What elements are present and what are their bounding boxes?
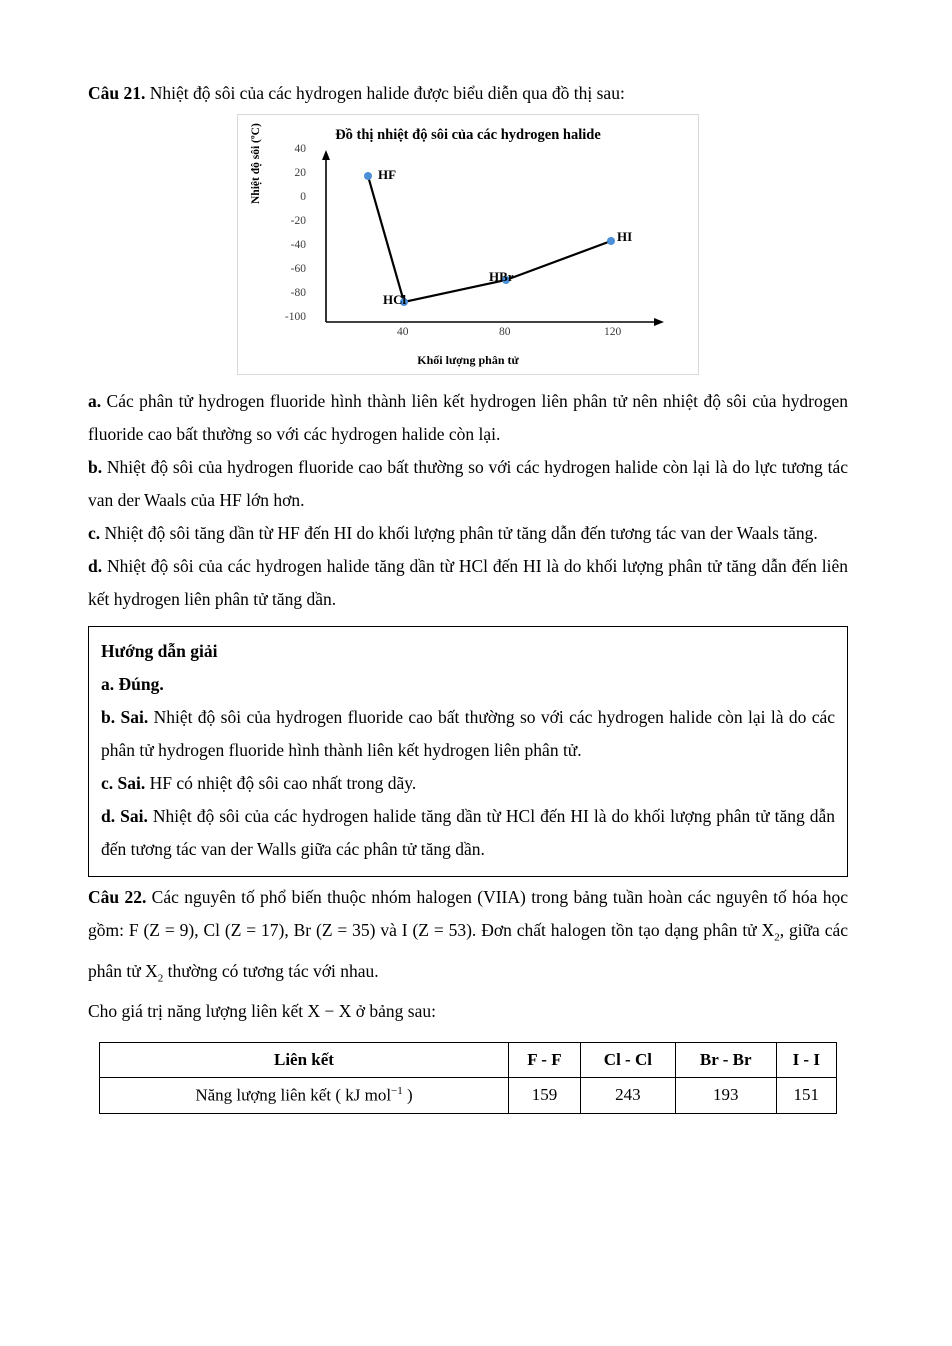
question-22-sub-1: 2 <box>774 931 780 944</box>
option-b-letter: b. <box>88 457 103 477</box>
bond-energy-table <box>99 1042 837 1114</box>
y-tick: 40 <box>294 143 306 155</box>
solution-heading: Hướng dẫn giải <box>101 641 218 661</box>
question-22-text-2: , giữa các phân tử X <box>88 920 849 981</box>
table-header-row <box>100 1043 837 1078</box>
chart-x-axis-label: Khối lượng phân tử <box>417 353 519 367</box>
solution-c-text: HF có nhiệt độ sôi cao nhất trong dãy. <box>145 773 417 793</box>
table-cell: 159 <box>509 1078 581 1114</box>
table-cell: 193 <box>675 1078 776 1114</box>
solution-a-head: a. Đúng. <box>101 674 164 694</box>
table-header-cell: Liên kết <box>100 1043 509 1078</box>
question-22-line-4: Cho giá trị năng lượng liên kết X − X ở bảng sau: <box>88 1001 436 1021</box>
option-b-text: Nhiệt độ sôi của hydrogen fluoride cao bất thường so với các hydrogen halide còn lại là do lực tương tác van der Waals của HF lớn hơn. <box>88 457 848 510</box>
solution-line-b <box>101 701 835 767</box>
solution-b-head: b. Sai. <box>101 707 149 727</box>
solution-line-d <box>101 800 835 866</box>
solution-c-head: c. Sai. <box>101 773 146 793</box>
option-c <box>88 517 848 550</box>
question-21-label: Câu 21. <box>88 83 146 103</box>
point-label-hi: HI <box>617 229 633 244</box>
option-c-text: Nhiệt độ sôi tăng dần từ HF đến HI do khối lượng phân tử tăng dẫn đến tương tác van der Waals tăng. <box>100 523 818 543</box>
option-d-letter: d. <box>88 556 103 576</box>
y-tick: 0 <box>300 191 306 203</box>
solution-line-c <box>101 767 835 800</box>
option-a-text: Các phân tử hydrogen fluoride hình thành liên kết hydrogen liên phân tử nên nhiệt độ sôi của hydrogen fluoride cao bất thường so với các hydrogen halide còn lại. <box>88 391 848 444</box>
x-tick: 40 <box>397 326 409 338</box>
x-tick: 80 <box>499 326 511 338</box>
point-label-hf: HF <box>378 167 397 182</box>
boiling-point-chart <box>237 114 699 375</box>
option-b <box>88 451 848 517</box>
document-page <box>88 78 848 1114</box>
chart-y-axis-label: Nhiệt độ sôi (ºC) <box>250 123 262 204</box>
option-d <box>88 550 848 616</box>
option-a <box>88 385 848 451</box>
question-22-label: Câu 22. <box>88 887 147 907</box>
y-tick: -100 <box>284 311 306 323</box>
point-label-hbr: HBr <box>489 269 514 284</box>
row-label-end: ) <box>402 1085 413 1105</box>
chart-title: Đồ thị nhiệt độ sôi của các hydrogen halide <box>335 127 601 143</box>
table-cell: 243 <box>580 1078 675 1114</box>
y-tick: 20 <box>294 167 306 179</box>
solution-d-head: d. Sai. <box>101 806 148 826</box>
table-header-cell: Br - Br <box>675 1043 776 1078</box>
question-22 <box>88 881 848 995</box>
question-22-text-1: Các nguyên tố phổ biến thuộc nhóm halogen (VIIA) trong bảng tuần hoàn các nguyên tố hóa học gồm: F (Z = 9), Cl (Z = 17), Br (Z = 35) và I (Z = 53). Đơn chất halogen tồn tạo dạng phân tử X <box>88 887 848 940</box>
y-tick: -20 <box>290 215 306 227</box>
question-22-text-3: thường có tương tác với nhau. <box>163 960 379 981</box>
table-header-cell: I - I <box>776 1043 836 1078</box>
table-cell: 151 <box>776 1078 836 1114</box>
row-label-sup: −1 <box>391 1085 403 1097</box>
solution-d-text: Nhiệt độ sôi của các hydrogen halide tăng dần từ HCl đến HI là do khối lượng phân tử tăng dẫn đến tương tác van der Walls giữa các phân tử tăng dần. <box>101 806 836 859</box>
question-22-sub-2: 2 <box>157 972 164 984</box>
point-label-hcl: HCl <box>383 292 407 307</box>
y-tick: -40 <box>290 239 306 251</box>
solution-box <box>88 626 848 877</box>
question-21-text: Nhiệt độ sôi của các hydrogen halide được biểu diễn qua đồ thị sau: <box>145 83 625 103</box>
option-a-letter: a. <box>88 391 102 411</box>
solution-line-a <box>101 668 835 701</box>
question-21-line <box>88 78 848 108</box>
y-tick: -60 <box>290 263 306 275</box>
row-label-text: Năng lượng liên kết ( kJ mol <box>195 1085 392 1105</box>
option-c-letter: c. <box>88 523 101 543</box>
chart-y-ticks <box>260 143 306 340</box>
chart-svg <box>306 150 676 340</box>
table-header-cell: F - F <box>509 1043 581 1078</box>
table-row <box>100 1078 837 1114</box>
solution-b-text: Nhiệt độ sôi của hydrogen fluoride cao bất thường so với các hydrogen halide còn lại là do các phân tử hydrogen fluoride hình thành liên kết hydrogen liên phân tử. <box>101 707 836 760</box>
table-header-cell: Cl - Cl <box>580 1043 675 1078</box>
table-row-label <box>100 1078 509 1114</box>
y-tick: -80 <box>290 287 306 299</box>
option-d-text: Nhiệt độ sôi của các hydrogen halide tăng dần từ HCl đến HI là do khối lượng phân tử tăng dẫn đến liên kết hydrogen liên phân tử tăng dần. <box>88 556 848 609</box>
x-tick: 120 <box>604 326 622 338</box>
